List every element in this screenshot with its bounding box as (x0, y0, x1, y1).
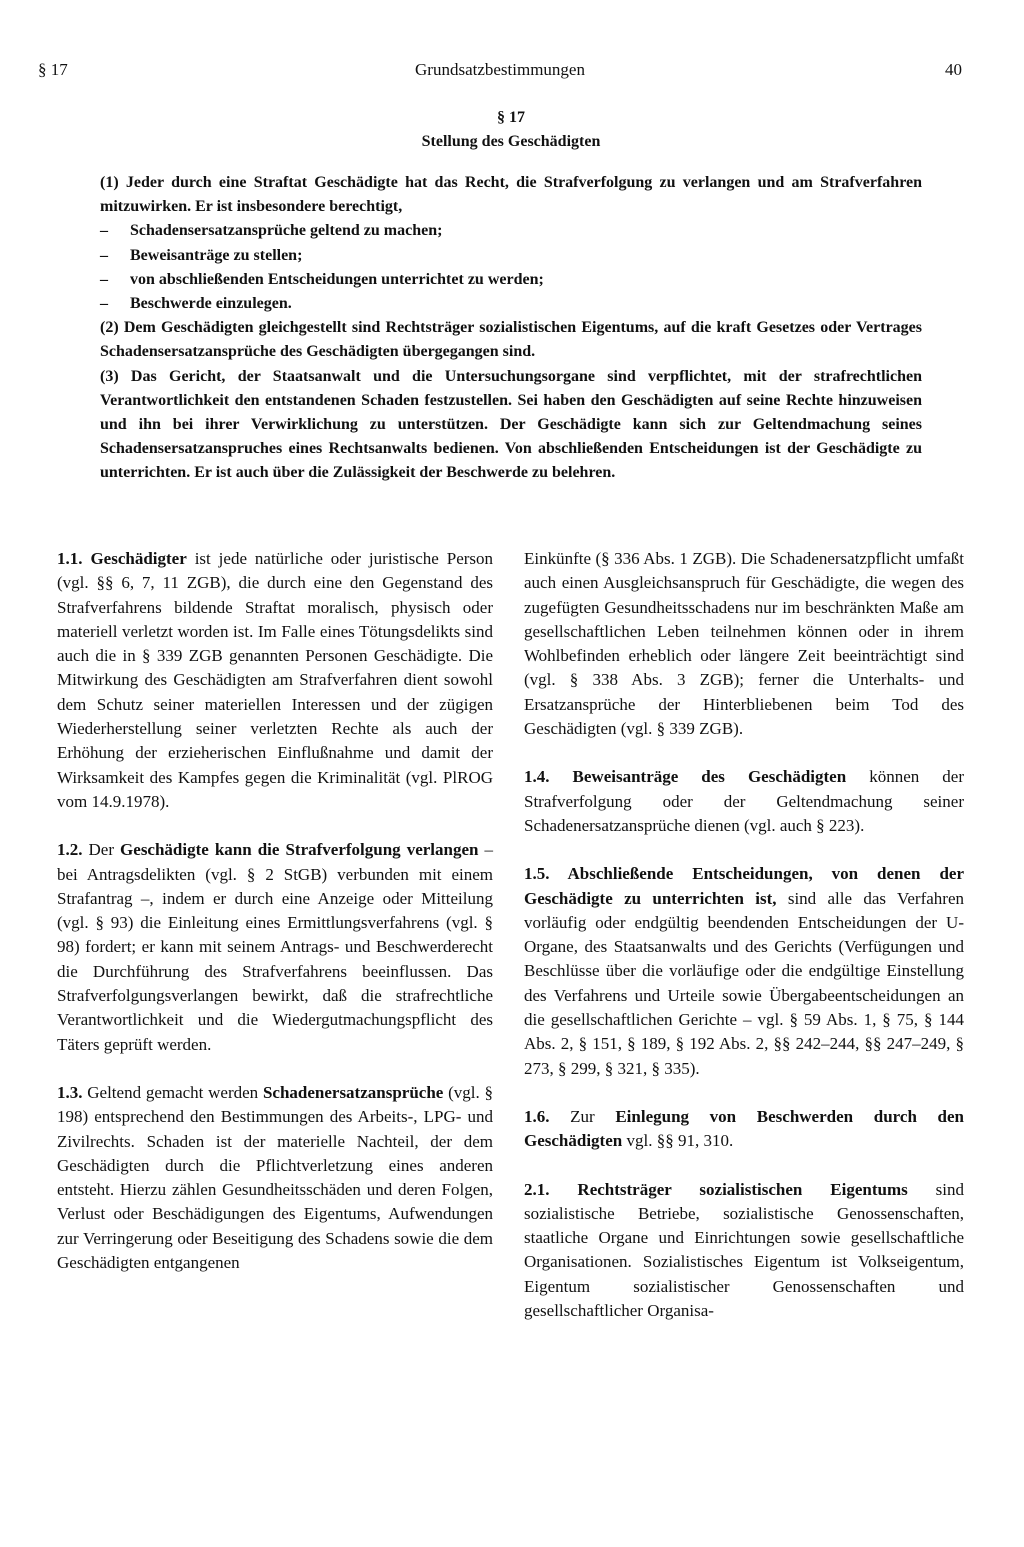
header-running-title: Grundsatzbestimmungen (415, 60, 585, 79)
list-item: – Beschwerde einzulegen. (100, 292, 922, 316)
page-number: 40 (945, 60, 962, 79)
list-dash: – (100, 222, 108, 240)
commentary-1-4: 1.4. Beweisanträge des Geschädigten können der Strafverfolgung oder der Geltendmachung seiner Schadenersatzansprüche dienen (vgl. auch § 223). (524, 767, 964, 835)
commentary-1-1: 1.1. Geschädigter ist jede natürliche oder juristische Person (vgl. §§ 6, 7, 11 ZGB), die durch eine den Gegenstand des Strafverfahrens bildende Straftat moralisch, physisch oder materiell verletzt worden ist. Im Falle eines Tötungsdelikts sind auch die in § 339 ZGB genannten Personen Geschädigte. Die Mitwirkung des Geschädigten am Strafverfahren dient sowohl dem Schutz seiner materiellen Interessen und der zügigen Wiederherstellung seiner verletzten Rechte als auch der Erhöhung der erzieherischen Einflußnahme und damit der Wirksamkeit des Kampfes gegen die Kriminalität (vgl. PlROG vom 14.9.1978). (57, 549, 494, 811)
law-heading (100, 106, 922, 154)
list-item: – Schadensersatzansprüche geltend zu machen; (100, 219, 922, 243)
commentary-1-5: 1.5. Abschließende Entscheidungen, von denen der Geschädigte zu unterrichten ist, sind alle das Verfahren vorläufig oder endgültig beendenden Entscheidungen der U-Organe, des Staatsanwalts und des Gerichts (Verfügungen und Beschlüsse über die vorläufige oder die endgültige Einstellung des Verfahrens und Urteile sowie Übergabeentscheidungen an die gesellschaftlichen Gerichte – vgl. § 59 Abs. 1, § 75, § 144 Abs. 2, § 151, § 189, § 192 Abs. 2, §§ 242–244, §§ 247–249, § 273, § 299, § 321, § 335). (524, 864, 964, 1078)
list-dash: – (100, 270, 108, 288)
commentary-1-6: 1.6. Zur Einlegung von Beschwerden durch den Geschädigten vgl. §§ 91, 310. (524, 1106, 965, 1151)
list-dash: – (100, 246, 108, 264)
law-rights-list (100, 219, 922, 316)
list-item: – Beweisanträge zu stellen; (100, 244, 922, 268)
header-section: § 17 (38, 60, 68, 79)
commentary-1-2: 1.2. Der Geschädigte kann die Strafverfolgung verlangen – bei Antragsdelikten (vgl. § 2 StGB) verbunden mit einem Strafantrag –, indem er durch eine Anzeige oder Mitteilung (vgl. § 93) die Einleitung eines Ermittlungsverfahrens (vgl. § 98) fordert; er kann mit seinem Antrags- und Beschwerderecht die Durchführung des Strafverfahrens beeinflussen. Das Strafverfolgungsverlangen bewirkt, daß die strafrechtliche Verantwortlichkeit und die Wiedergutmachungspflicht des Täters geprüft werden. (57, 840, 494, 1054)
list-item: – von abschließenden Entscheidungen unterrichtet zu werden; (100, 268, 922, 292)
running-header (38, 60, 962, 88)
commentary-left-column (57, 547, 493, 1299)
commentary-2-1: 2.1. Rechtsträger sozialistischen Eigentums sind sozialistische Betriebe, sozialistische Genossenschaften, staatliche Organe und Einrichtungen sowie gesellschaftliche Organisationen. Sozialistisches Eigentum ist Volkseigentum, Eigentum sozialistischer Genossenschaften und gesellschaftlicher Organisa- (524, 1179, 964, 1321)
commentary-right-column (524, 547, 964, 1347)
law-paragraph-3: (3) Das Gericht, der Staatsanwalt und die Untersuchungsorgane sind verpflichtet, mit der strafrechtlichen Verantwortlichkeit den entstandenen Schaden festzustellen. Sei haben den Geschädigten auf seine Rechte hinzuweisen und ihn bei ihrer Verwirklichung zu unterstützen. Der Geschädigte kann sich zur Geltendmachung seines Schadensersatzanspruches eines Rechtsanwalts bedienen. Von abschließenden Entscheidungen ist der Geschädigte zu unterrichten. Er ist auch über die Zulässigkeit der Beschwerde zu belehren. (100, 367, 922, 482)
commentary-1-3: 1.3. Geltend gemacht werden Schadenersatzansprüche (vgl. § 198) entsprechend den Bestimmungen des Arbeits-, LPG- und Zivilrechts. Schaden ist der materielle Nachteil, der dem Geschädigten durch die Pflichtverletzung eines anderen entsteht. Hierzu zählen Gesundheitsschäden und deren Folgen, Verlust oder Beschädigungen des Eigentums, Aufwendungen zur Verringerung oder Beseitigung des Schadens sowie die dem Geschädigten entgangenen (57, 1082, 493, 1273)
law-section-number: § 17 (497, 109, 525, 126)
law-paragraph-1: (1) Jeder durch eine Straftat Geschädigte hat das Recht, die Strafverfolgung zu verlangen und am Strafverfahren mitzuwirken. Er ist insbesondere berechtigt, (100, 174, 922, 216)
law-title: Stellung des Geschädigten (421, 133, 601, 150)
law-paragraph-2: (2) Dem Geschädigten gleichgestellt sind Rechtsträger sozialistischen Eigentums, auf die kraft Gesetzes oder Vertrages Schadensersatzansprüche des Geschädigten übergegangen sind. (100, 319, 922, 361)
law-text (100, 171, 922, 486)
list-dash: – (100, 295, 108, 313)
commentary-1-3-continued: Einkünfte (§ 336 Abs. 1 ZGB). Die Schadenersatzpflicht umfaßt auch einen Ausgleichsanspruch für Geschädigte, die wegen des zugefügten Gesundheitsschadens nur im beschränkten Maße am gesellschaftlichen Leben teilnehmen können oder in ihrem Wohlbefinden erheblich oder längere Zeit beeinträchtigt sind (vgl. § 338 Abs. 3 ZGB); ferner die Unterhalts- und Ersatzansprüche der Hinterbliebenen beim Tod des Geschädigten (vgl. § 339 ZGB). (524, 549, 964, 739)
